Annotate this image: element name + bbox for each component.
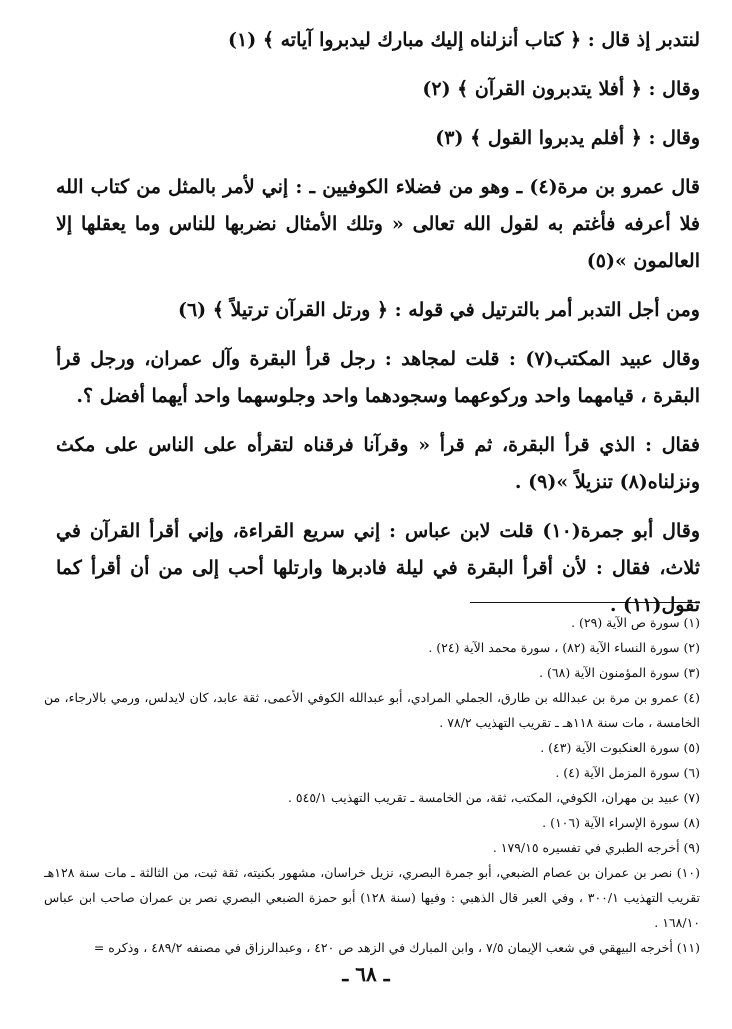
paragraph-7: فقال : الذي قرأ البقرة، ثم قرأ « وقرآنا فرقناه لتقرأه على الناس على مكث ونزلناه(٨) تنزيلاً »(٩) . <box>56 434 700 493</box>
footnote-1: (١) سورة ص الآية (٢٩) . <box>571 615 700 630</box>
page-number: ـ ٦٨ ـ <box>342 962 390 986</box>
footnote-6: (٦) سورة المزمل الآية (٤) . <box>555 765 700 780</box>
footnote-11: (١١) أخرجه البيهقي في شعب الإيمان ٧/٥ ، وابن المبارك في الزهد ص ٤٢٠ ، وعبدالرزاق في مصنفه ٤٨٩/٢ ، وذكره = <box>93 940 700 955</box>
footnotes <box>44 610 700 960</box>
paragraph-6: وقال عبيد المكتب(٧) : قلت لمجاهد : رجل قرأ البقرة وآل عمران، ورجل قرأ البقرة ، قيامهما واحد وركوعهما وسجودهما واحد وجلوسهما واحد أيهما أفضل ؟. <box>56 348 700 407</box>
footnote-separator <box>470 602 700 603</box>
paragraph-3: وقال : ﴿ أفلم يدبروا القول ﴾ (٣) <box>435 127 700 149</box>
footnote-10: (١٠) نصر بن عمران بن عصام الضبعي، أبو جمرة البصري، نزيل خراسان، مشهور بكنيته، ثقة ثبت، من الثالثة ـ مات سنة ١٢٨هـ تقريب التهذيب ٣٠٠/١ ، وفي العبر قال الذهبي : وفيها (سنة ١٢٨) أبو حمزة الضبعي البصري نصر بن عمران صاحب ابن عباس ١٦٨/١٠ . <box>44 865 700 930</box>
paragraph-1: لنتدبر إذ قال : ﴿ كتاب أنزلناه إليك مبارك ليدبروا آياته ﴾ (١) <box>228 29 700 51</box>
footnote-5: (٥) سورة العنكبوت الآية (٤٣) . <box>540 740 700 755</box>
footnote-2: (٢) سورة النساء الآية (٨٢) ، سورة محمد الآية (٢٤) . <box>428 640 700 655</box>
paragraph-5: ومن أجل التدبر أمر بالترتيل في قوله : ﴿ ورتل القرآن ترتيلاً ﴾ (٦) <box>177 299 700 321</box>
main-text <box>56 22 700 624</box>
footnote-4: (٤) عمرو بن مرة بن عبدالله بن طارق، الجملي المرادي، أبو عبدالله الكوفي الأعمى، ثقة عابد، كان لايدلس، ورمي بالارجاء، من الخامسة ، مات سنة ١١٨هـ ـ تقريب التهذيب ٧٨/٢ . <box>44 690 700 730</box>
paragraph-2: وقال : ﴿ أفلا يتدبرون القرآن ﴾ (٢) <box>422 78 700 100</box>
paragraph-4: قال عمرو بن مرة(٤) ـ وهو من فضلاء الكوفيين ـ : إني لأمر بالمثل من كتاب الله فلا أعرفه فأغتم به لقول الله تعالى « وتلك الأمثال نضربها للناس وما يعقلها إلا العالمون »(٥) <box>56 176 700 272</box>
footnote-8: (٨) سورة الإسراء الآية (١٠٦) . <box>542 815 700 830</box>
footnote-7: (٧) عبيد بن مهران، الكوفي، المكتب، ثقة، من الخامسة ـ تقريب التهذيب ٥٤٥/١ . <box>287 790 700 805</box>
footnote-9: (٩) أخرجه الطبري في تفسيره ١٧٩/١٥ . <box>492 840 700 855</box>
paragraph-8: وقال أبو جمرة(١٠) قلت لابن عباس : إني سريع القراءة، وإني أقرأ القرآن في ثلاث، فقال : لأن أقرأ البقرة في ليلة فادبرها وارتلها أحب إلى من أن أقرأ كما تقول(١١) . <box>56 520 700 616</box>
footnote-3: (٣) سورة المؤمنون الآية (٦٨) . <box>539 665 700 680</box>
